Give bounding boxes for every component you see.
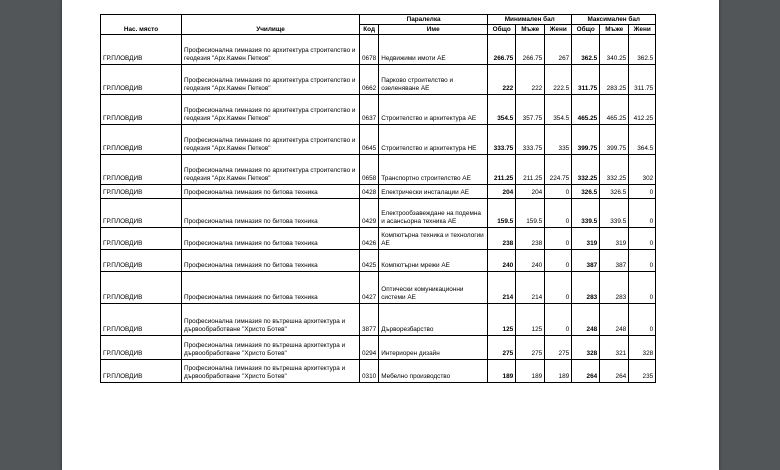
cell-code: 0426: [360, 228, 379, 250]
cell-city: ГР.ПЛОВДИВ: [101, 272, 182, 304]
header-min: Минимален бал: [488, 15, 572, 25]
cell-max-male: 321: [600, 336, 629, 360]
cell-city: ГР.ПЛОВДИВ: [101, 336, 182, 360]
header-paralelka: Паралелка: [360, 15, 488, 25]
cell-max-total: 283: [572, 272, 600, 304]
cell-school: Професионална гимназия по битова техника: [182, 272, 360, 304]
cell-max-female: 364.5: [629, 125, 656, 155]
cell-max-female: 0: [629, 304, 656, 336]
cell-min-total: 125: [488, 304, 516, 336]
cell-city: ГР.ПЛОВДИВ: [101, 360, 182, 383]
cell-max-total: 326.5: [572, 185, 600, 199]
table-row: [101, 360, 656, 383]
cell-max-male: 283.25: [600, 65, 629, 95]
cell-max-total: 339.5: [572, 199, 600, 228]
cell-min-female: 354.5: [545, 95, 572, 125]
cell-min-total: 159.5: [488, 199, 516, 228]
cell-max-male: 248: [600, 304, 629, 336]
cell-school: Професионална гимназия по вътрешна архитектура и дървообработване "Христо Ботев": [182, 336, 360, 360]
header-max-total: Общо: [572, 25, 600, 35]
header-max: Максимален бал: [572, 15, 656, 25]
cell-max-male: 319: [600, 228, 629, 250]
cell-max-total: 387: [572, 250, 600, 272]
cell-max-female: 0: [629, 228, 656, 250]
cell-min-female: 0: [545, 250, 572, 272]
document-page: [62, 0, 719, 470]
cell-school: Професионална гимназия по битова техника: [182, 199, 360, 228]
cell-code: 0662: [360, 65, 379, 95]
table-row: [101, 304, 656, 336]
cell-school: Професионална гимназия по вътрешна архитектура и дървообработване "Христо Ботев": [182, 304, 360, 336]
cell-min-male: 275: [516, 336, 545, 360]
cell-name: Електрически инсталации АЕ: [379, 185, 488, 199]
header-min-total: Общо: [488, 25, 516, 35]
header-min-male: Мъже: [516, 25, 545, 35]
cell-city: ГР.ПЛОВДИВ: [101, 35, 182, 65]
cell-city: ГР.ПЛОВДИВ: [101, 228, 182, 250]
cell-name: Недвижими имоти АЕ: [379, 35, 488, 65]
cell-max-male: 283: [600, 272, 629, 304]
cell-max-female: 302: [629, 155, 656, 185]
cell-min-female: 0: [545, 185, 572, 199]
cell-min-total: 214: [488, 272, 516, 304]
cell-min-female: 222.5: [545, 65, 572, 95]
cell-max-total: 319: [572, 228, 600, 250]
cell-code: 0678: [360, 35, 379, 65]
cell-school: Професионална гимназия по битова техника: [182, 250, 360, 272]
cell-min-total: 240: [488, 250, 516, 272]
cell-school: Професионална гимназия по битова техника: [182, 185, 360, 199]
cell-max-total: 311.75: [572, 65, 600, 95]
table-row: [101, 199, 656, 228]
cell-city: ГР.ПЛОВДИВ: [101, 65, 182, 95]
cell-min-female: 0: [545, 228, 572, 250]
cell-name: Оптически комуникационни системи АЕ: [379, 272, 488, 304]
cell-max-female: 412.25: [629, 95, 656, 125]
table-row: [101, 95, 656, 125]
cell-max-female: 328: [629, 336, 656, 360]
header-school: Училище: [182, 15, 360, 35]
cell-max-female: 235: [629, 360, 656, 383]
cell-min-male: 266.75: [516, 35, 545, 65]
cell-name: Компютърни мрежи АЕ: [379, 250, 488, 272]
cell-min-total: 266.75: [488, 35, 516, 65]
cell-school: Професионална гимназия по архитектура строителство и геодезия "Арх.Камен Петков": [182, 125, 360, 155]
cell-code: 0294: [360, 336, 379, 360]
cell-max-total: 332.25: [572, 155, 600, 185]
header-max-male: Мъже: [600, 25, 629, 35]
table-row: [101, 155, 656, 185]
cell-name: Интериорен дизайн: [379, 336, 488, 360]
cell-min-total: 333.75: [488, 125, 516, 155]
cell-min-total: 275: [488, 336, 516, 360]
header-row-1: [101, 15, 656, 25]
cell-school: Професионална гимназия по битова техника: [182, 228, 360, 250]
cell-min-female: 189: [545, 360, 572, 383]
table-row: [101, 336, 656, 360]
cell-name: Мебелно производство: [379, 360, 488, 383]
cell-code: 3877: [360, 304, 379, 336]
cell-min-female: 267: [545, 35, 572, 65]
cell-max-male: 340.25: [600, 35, 629, 65]
cell-school: Професионална гимназия по архитектура строителство и геодезия "Арх.Камен Петков": [182, 65, 360, 95]
cell-min-male: 189: [516, 360, 545, 383]
header-max-female: Жени: [629, 25, 656, 35]
cell-min-total: 204: [488, 185, 516, 199]
table-row: [101, 125, 656, 155]
header-name: Име: [379, 25, 488, 35]
cell-max-male: 332.25: [600, 155, 629, 185]
cell-city: ГР.ПЛОВДИВ: [101, 304, 182, 336]
cell-max-female: 0: [629, 199, 656, 228]
cell-min-male: 240: [516, 250, 545, 272]
cell-school: Професионална гимназия по архитектура строителство и геодезия "Арх.Камен Петков": [182, 155, 360, 185]
table-row: [101, 272, 656, 304]
cell-max-female: 0: [629, 185, 656, 199]
cell-city: ГР.ПЛОВДИВ: [101, 125, 182, 155]
results-table: [100, 14, 656, 383]
cell-max-male: 387: [600, 250, 629, 272]
cell-max-male: 326.5: [600, 185, 629, 199]
cell-name: Парково строителство и озеленяване АЕ: [379, 65, 488, 95]
cell-max-female: 0: [629, 272, 656, 304]
cell-min-male: 211.25: [516, 155, 545, 185]
header-min-female: Жени: [545, 25, 572, 35]
cell-max-male: 399.75: [600, 125, 629, 155]
cell-min-female: 335: [545, 125, 572, 155]
header-city: Нас. място: [101, 15, 182, 35]
cell-code: 0658: [360, 155, 379, 185]
cell-max-total: 264: [572, 360, 600, 383]
cell-city: ГР.ПЛОВДИВ: [101, 199, 182, 228]
cell-min-male: 357.75: [516, 95, 545, 125]
cell-name: Транспортно строителство АЕ: [379, 155, 488, 185]
cell-code: 0427: [360, 272, 379, 304]
cell-school: Професионална гимназия по архитектура строителство и геодезия "Арх.Камен Петков": [182, 95, 360, 125]
cell-city: ГР.ПЛОВДИВ: [101, 185, 182, 199]
cell-city: ГР.ПЛОВДИВ: [101, 155, 182, 185]
cell-min-male: 214: [516, 272, 545, 304]
cell-min-female: 224.75: [545, 155, 572, 185]
cell-min-male: 125: [516, 304, 545, 336]
cell-max-male: 339.5: [600, 199, 629, 228]
cell-min-total: 189: [488, 360, 516, 383]
cell-min-female: 275: [545, 336, 572, 360]
cell-min-total: 211.25: [488, 155, 516, 185]
cell-name: Строителство и архитектура НЕ: [379, 125, 488, 155]
cell-max-female: 362.5: [629, 35, 656, 65]
cell-max-male: 264: [600, 360, 629, 383]
cell-code: 0310: [360, 360, 379, 383]
table-row: [101, 250, 656, 272]
cell-max-female: 311.75: [629, 65, 656, 95]
cell-min-male: 238: [516, 228, 545, 250]
cell-name: Електрообзавеждане на подемна и асансьорна техника АЕ: [379, 199, 488, 228]
cell-max-female: 0: [629, 250, 656, 272]
cell-min-total: 222: [488, 65, 516, 95]
cell-max-total: 399.75: [572, 125, 600, 155]
header-code: Код: [360, 25, 379, 35]
cell-min-female: 0: [545, 304, 572, 336]
cell-code: 0645: [360, 125, 379, 155]
cell-min-female: 0: [545, 272, 572, 304]
cell-min-male: 333.75: [516, 125, 545, 155]
cell-code: 0637: [360, 95, 379, 125]
cell-max-male: 465.25: [600, 95, 629, 125]
cell-min-male: 159.5: [516, 199, 545, 228]
cell-min-total: 354.5: [488, 95, 516, 125]
cell-min-male: 222: [516, 65, 545, 95]
cell-max-total: 248: [572, 304, 600, 336]
cell-code: 0425: [360, 250, 379, 272]
cell-city: ГР.ПЛОВДИВ: [101, 250, 182, 272]
cell-min-male: 204: [516, 185, 545, 199]
table-row: [101, 185, 656, 199]
cell-max-total: 465.25: [572, 95, 600, 125]
cell-name: Компютърна техника и технологии АЕ: [379, 228, 488, 250]
cell-min-total: 238: [488, 228, 516, 250]
cell-name: Строителство и архитектура АЕ: [379, 95, 488, 125]
cell-city: ГР.ПЛОВДИВ: [101, 95, 182, 125]
table-row: [101, 35, 656, 65]
table-body: [101, 35, 656, 383]
cell-code: 0429: [360, 199, 379, 228]
cell-max-total: 362.5: [572, 35, 600, 65]
cell-max-total: 328: [572, 336, 600, 360]
table-row: [101, 228, 656, 250]
cell-name: Дърворезбарство: [379, 304, 488, 336]
cell-school: Професионална гимназия по вътрешна архитектура и дървообработване "Христо Ботев": [182, 360, 360, 383]
cell-code: 0428: [360, 185, 379, 199]
cell-school: Професионална гимназия по архитектура строителство и геодезия "Арх.Камен Петков": [182, 35, 360, 65]
cell-min-female: 0: [545, 199, 572, 228]
table-row: [101, 65, 656, 95]
